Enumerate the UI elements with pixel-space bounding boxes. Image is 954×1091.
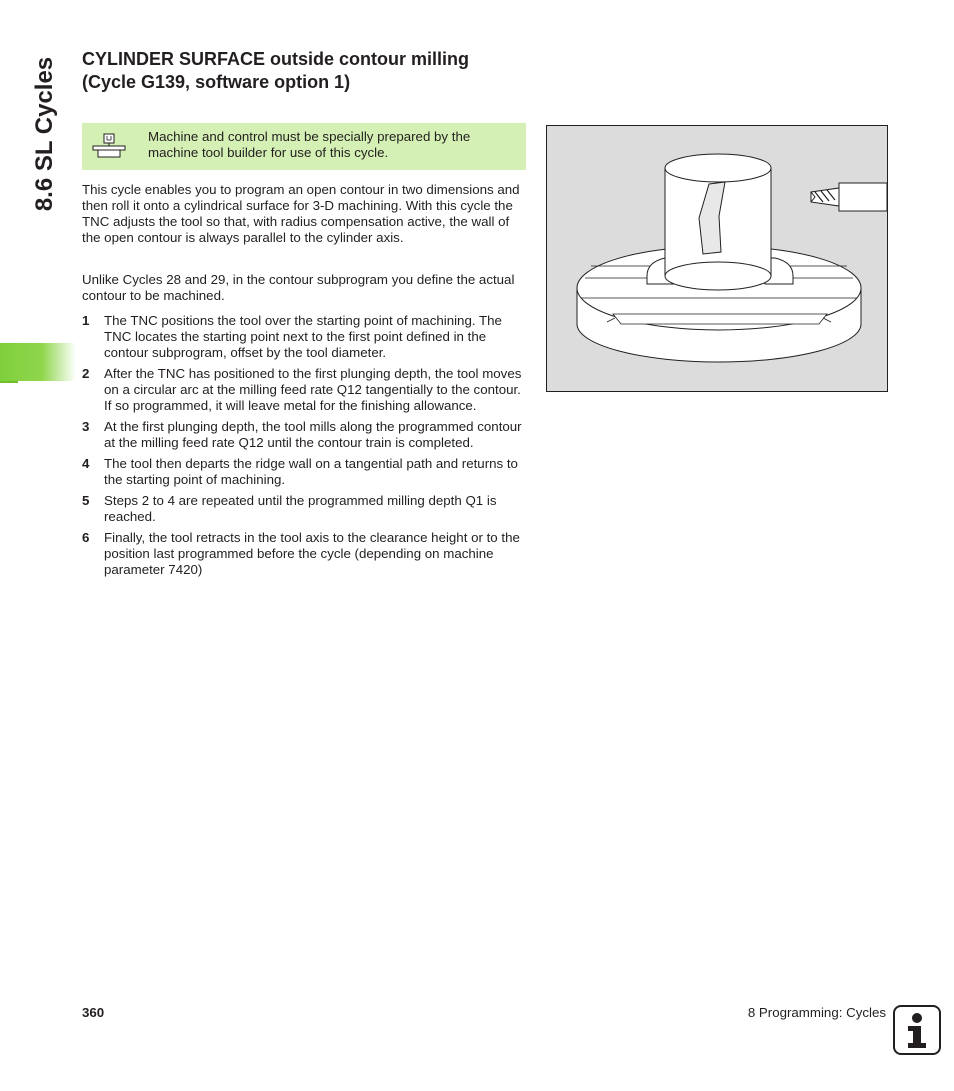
info-icon <box>893 1005 941 1055</box>
machine-icon <box>92 132 126 160</box>
step-text: The tool then departs the ridge wall on a tangential path and returns to the starting point of machining. <box>104 456 518 487</box>
chapter-tab-underline <box>0 381 18 383</box>
procedure-steps <box>82 313 526 583</box>
step-text: Finally, the tool retracts in the tool axis to the clearance height or to the position last programmed before the cycle (depending on machine parameter 7420) <box>104 530 520 577</box>
page-heading <box>82 48 469 94</box>
chapter-tab-marker <box>0 343 76 381</box>
step-text: At the first plunging depth, the tool mills along the programmed contour at the milling feed rate Q12 until the contour train is completed. <box>104 419 522 450</box>
step-number: 4 <box>82 456 90 471</box>
step-text: After the TNC has positioned to the first plunging depth, the tool moves on a circular arc at the milling feed rate Q12 tangentially to the contour. If so programmed, it will leave metal for the finishing allowance. <box>104 366 522 413</box>
intro-paragraph <box>82 182 526 246</box>
step-number: 6 <box>82 530 90 545</box>
contour-paragraph-text: Unlike Cycles 28 and 29, in the contour subprogram you define the actual contour to be machined. <box>82 272 515 303</box>
contour-paragraph <box>82 272 526 304</box>
note-text: Machine and control must be specially prepared by the machine tool builder for use of this cycle. <box>148 129 471 160</box>
section-side-title <box>24 50 66 218</box>
step-item <box>82 313 526 361</box>
step-number: 2 <box>82 366 90 381</box>
heading-line-1: CYLINDER SURFACE outside contour milling <box>82 49 470 69</box>
step-number: 3 <box>82 419 90 434</box>
step-text: Steps 2 to 4 are repeated until the programmed milling depth Q1 is reached. <box>104 493 497 524</box>
step-item <box>82 456 526 488</box>
step-text: The TNC positions the tool over the starting point of machining. The TNC locates the starting point next to the first point defined in the contour subprogram, offset by the tool diameter. <box>104 313 502 360</box>
illustration-drawing <box>547 126 887 391</box>
chapter-label: 8 Programming: Cycles <box>747 1005 886 1020</box>
step-number: 5 <box>82 493 90 508</box>
machine-note-box <box>82 123 526 170</box>
page-number: 360 <box>82 1005 105 1020</box>
step-item <box>82 366 526 414</box>
step-item <box>82 530 526 578</box>
intro-paragraph-text: This cycle enables you to program an open contour in two dimensions and then roll it onto a cylindrical surface for 3-D machining. With this cycle the TNC adjusts the tool so that, with radius compensation active, the wall of the open contour is always parallel to the cylinder axis. <box>82 182 520 245</box>
step-item <box>82 419 526 451</box>
info-glyph <box>895 1007 939 1053</box>
cylinder-rotary-table-illustration <box>546 125 888 392</box>
step-item <box>82 493 526 525</box>
section-side-title-text: 8.6 SL Cycles <box>31 56 58 212</box>
step-number: 1 <box>82 313 90 328</box>
heading-line-2: (Cycle G139, software option 1) <box>82 72 351 92</box>
